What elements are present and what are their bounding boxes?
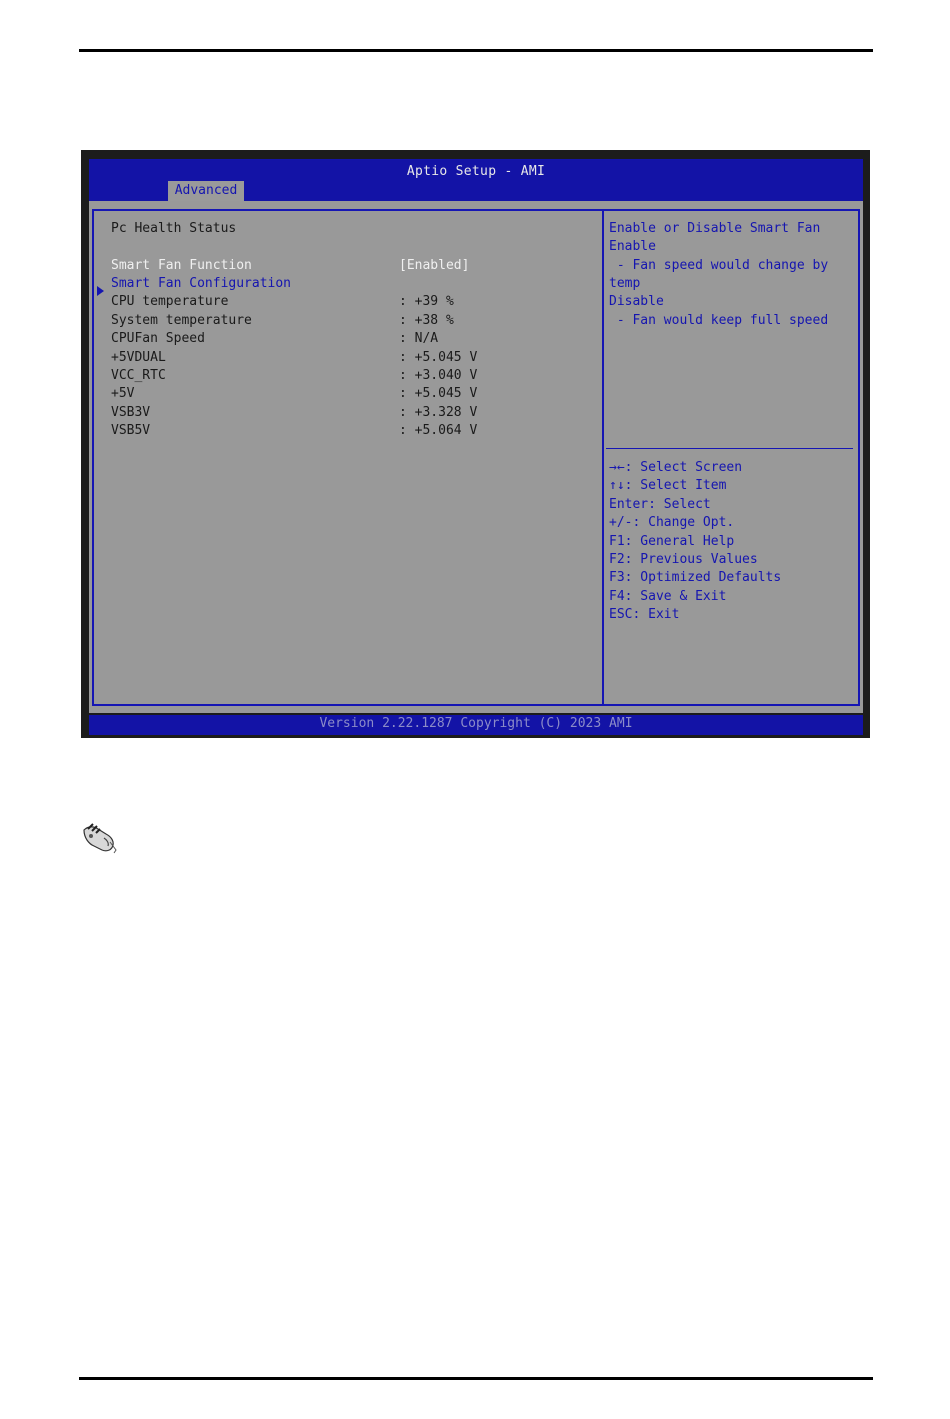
reading-label: CPU temperature [111, 294, 229, 309]
smart-fan-function-label[interactable]: Smart Fan Function [111, 258, 252, 273]
help-line: Enable or Disable Smart Fan [609, 221, 821, 236]
bios-header [89, 159, 863, 201]
reading-label: +5V [111, 386, 135, 401]
help-line: - Fan speed would change by [609, 258, 829, 273]
key-hint: F3: Optimized Defaults [609, 570, 782, 585]
reading-value: : +39 % [399, 294, 454, 309]
help-pane [603, 209, 860, 706]
help-line: Disable [609, 294, 664, 309]
key-hint: Enter: Select [609, 497, 711, 512]
reading-label: VCC_RTC [111, 368, 166, 383]
smart-fan-configuration-item[interactable]: Smart Fan Configuration [111, 276, 292, 291]
key-hint: ↑↓: Select Item [609, 478, 727, 493]
help-line: Enable [609, 239, 656, 254]
reading-value: : +38 % [399, 313, 454, 328]
reading-label: System temperature [111, 313, 252, 328]
page-top-rule [79, 49, 873, 52]
bios-body [89, 201, 863, 713]
reading-value: : +5.045 V [399, 386, 478, 401]
reading-value: : +5.064 V [399, 423, 478, 438]
bios-footer [89, 715, 863, 735]
reading-value: : +3.328 V [399, 405, 478, 420]
key-hint: +/-: Change Opt. [609, 515, 735, 530]
version-text: Version 2.22.1287 Copyright (C) 2023 AMI [319, 716, 633, 731]
reading-label: +5VDUAL [111, 350, 166, 365]
section-title: Pc Health Status [111, 221, 237, 236]
reading-label: CPUFan Speed [111, 331, 205, 346]
settings-pane [92, 209, 604, 706]
submenu-arrow-icon [97, 286, 104, 296]
bios-title: Aptio Setup - AMI [406, 164, 546, 179]
key-hint: →←: Select Screen [609, 460, 743, 475]
reading-value: : N/A [399, 331, 439, 346]
help-line: - Fan would keep full speed [609, 313, 829, 328]
help-divider [606, 448, 853, 449]
key-hint: ESC: Exit [609, 607, 680, 622]
key-hint: F2: Previous Values [609, 552, 758, 567]
key-hint: F4: Save & Exit [609, 589, 727, 604]
reading-label: VSB3V [111, 405, 151, 420]
key-hint: F1: General Help [609, 534, 735, 549]
note-hand-icon [80, 820, 120, 856]
reading-value: : +3.040 V [399, 368, 478, 383]
tab-advanced[interactable]: Advanced [168, 181, 244, 201]
help-line: temp [609, 276, 641, 291]
page-bottom-rule [79, 1377, 873, 1380]
smart-fan-function-value[interactable]: [Enabled] [399, 258, 470, 273]
reading-label: VSB5V [111, 423, 151, 438]
bios-screenshot [81, 150, 870, 738]
reading-value: : +5.045 V [399, 350, 478, 365]
